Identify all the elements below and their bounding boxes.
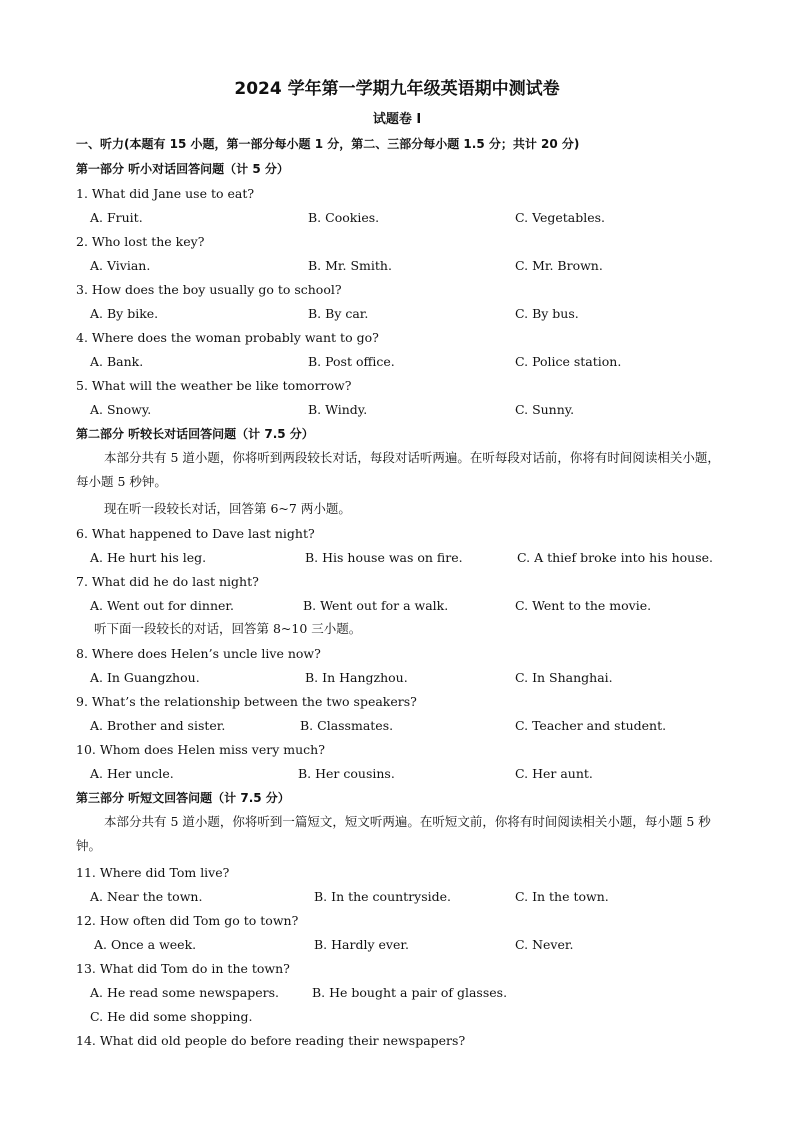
q2-option-b: B. Mr. Smith. [308, 258, 392, 273]
q6-option-b: B. His house was on fire. [305, 550, 463, 565]
question-11: 11. Where did Tom live? [76, 865, 230, 880]
question-3: 3. How does the boy usually go to school? [76, 282, 342, 297]
q5-option-a: A. Snowy. [90, 402, 152, 417]
question-8: 8. Where does Helen’s uncle live now? [76, 646, 321, 661]
q1-option-c: C. Vegetables. [515, 210, 606, 225]
question-2: 2. Who lost the key? [76, 234, 205, 249]
question-9: 9. What’s the relationship between the two speakers? [76, 694, 417, 709]
q10-option-a: A. Her uncle. [90, 766, 174, 781]
q13-option-c: C. He did some shopping. [90, 1009, 253, 1024]
q2-option-c: C. Mr. Brown. [515, 258, 603, 273]
question-4: 4. Where does the woman probably want to go? [76, 330, 379, 345]
part2-intro: 本部分共有 5 道小题，你将听到两段较长对话，每段对话听两遍。在听每段对话前，你将有时间阅读相关小题，每小题 5 秒钟。 [76, 450, 720, 489]
q11-option-c: C. In the town. [515, 889, 609, 904]
exam-title: 2024 学年第一学期九年级英语期中测试卷 [234, 79, 560, 99]
q4-option-c: C. Police station. [515, 354, 622, 369]
q9-option-b: B. Classmates. [300, 718, 394, 733]
q11-option-a: A. Near the town. [90, 889, 203, 904]
q12-option-c: C. Never. [515, 937, 574, 952]
q7-option-a: A. Went out for dinner. [90, 598, 234, 613]
q12-option-a: A. Once a week. [94, 937, 197, 952]
q13-option-a: A. He read some newspapers. [90, 985, 279, 1000]
q1-option-b: B. Cookies. [308, 210, 380, 225]
q12-option-b: B. Hardly ever. [314, 937, 409, 952]
q5-option-b: B. Windy. [308, 402, 368, 417]
q11-option-b: B. In the countryside. [314, 889, 452, 904]
q6-option-c: C. A thief broke into his house. [517, 550, 714, 565]
part2-heading: 第二部分 听较长对话回答问题（计 7.5 分） [76, 427, 314, 441]
q10-option-b: B. Her cousins. [298, 766, 395, 781]
q3-option-c: C. By bus. [515, 306, 579, 321]
q7-option-b: B. Went out for a walk. [303, 598, 449, 613]
question-10: 10. Whom does Helen miss very much? [76, 742, 325, 757]
question-6: 6. What happened to Dave last night? [76, 526, 315, 541]
exam-subtitle: 试题卷 I [372, 112, 422, 127]
part3-intro: 本部分共有 5 道小题，你将听到一篇短文，短文听两遍。在听短文前，你将有时间阅读相关小题，每小题 5 秒钟。 [76, 814, 711, 853]
question-7: 7. What did he do last night? [76, 574, 259, 589]
q9-option-c: C. Teacher and student. [515, 718, 667, 733]
part3-heading: 第三部分 听短文回答问题（计 7.5 分） [76, 791, 290, 805]
part2-note-8-10: 听下面一段较长的对话，回答第 8~10 三小题。 [94, 621, 362, 636]
q2-option-a: A. Vivian. [90, 258, 151, 273]
q4-option-b: B. Post office. [308, 354, 395, 369]
q6-option-a: A. He hurt his leg. [90, 550, 207, 565]
question-13: 13. What did Tom do in the town? [76, 961, 290, 976]
question-1: 1. What did Jane use to eat? [76, 186, 255, 201]
q13-option-b: B. He bought a pair of glasses. [312, 985, 508, 1000]
question-12: 12. How often did Tom go to town? [76, 913, 299, 928]
q1-option-a: A. Fruit. [90, 210, 143, 225]
q4-option-a: A. Bank. [90, 354, 144, 369]
q8-option-b: B. In Hangzhou. [305, 670, 408, 685]
question-5: 5. What will the weather be like tomorrow? [76, 378, 352, 393]
section-heading-listening: 一、听力(本题有 15 小题，第一部分每小题 1 分，第二、三部分每小题 1.5 分；共计 20 分) [76, 137, 580, 151]
part1-heading: 第一部分 听小对话回答问题（计 5 分） [76, 162, 289, 176]
question-14: 14. What did old people do before reading their newspapers? [76, 1033, 466, 1048]
q7-option-c: C. Went to the movie. [515, 598, 652, 613]
q10-option-c: C. Her aunt. [515, 766, 593, 781]
q3-option-a: A. By bike. [90, 306, 159, 321]
q9-option-a: A. Brother and sister. [90, 718, 226, 733]
q8-option-c: C. In Shanghai. [515, 670, 613, 685]
q3-option-b: B. By car. [308, 306, 369, 321]
q8-option-a: A. In Guangzhou. [90, 670, 200, 685]
part2-note-6-7: 现在听一段较长对话，回答第 6~7 两小题。 [104, 501, 351, 516]
q5-option-c: C. Sunny. [515, 402, 575, 417]
